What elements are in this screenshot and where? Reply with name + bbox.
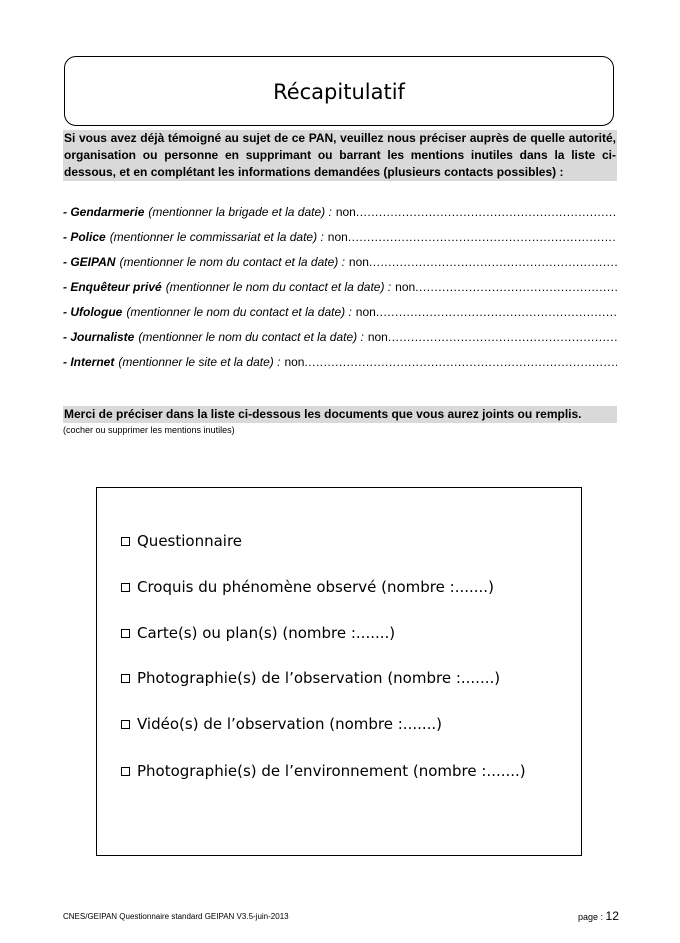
contact-name: - Internet bbox=[63, 355, 115, 369]
footer-document-reference: CNES/GEIPAN Questionnaire standard GEIPAN V3.5-juin-2013 bbox=[63, 912, 289, 921]
contact-list bbox=[63, 205, 617, 380]
checkbox-icon[interactable] bbox=[121, 583, 130, 592]
document-item-photo-environnement[interactable] bbox=[121, 762, 526, 780]
fill-dots bbox=[304, 355, 617, 369]
document-item-video[interactable] bbox=[121, 715, 442, 733]
document-item-carte[interactable] bbox=[121, 624, 395, 642]
documents-instructions: (cocher ou supprimer les mentions inutiles) bbox=[63, 425, 235, 435]
contact-value[interactable]: non bbox=[367, 330, 388, 344]
document-item-questionnaire[interactable] bbox=[121, 532, 242, 550]
contact-item-ufologue bbox=[63, 305, 617, 330]
intro-paragraph: Si vous avez déjà témoigné au sujet de ce PAN, veuillez nous préciser auprès de quelle autorité, organisation ou personne en supprimant ou barrant les mentions inutiles dans la liste ci-dessous, et en complétant les informations demandées (plusieurs contacts possibles) : bbox=[64, 131, 616, 179]
page-number-footer bbox=[578, 909, 619, 923]
contact-instructions: (mentionner la brigade et la date) : bbox=[148, 205, 332, 219]
documents-box bbox=[96, 487, 582, 856]
fill-dots bbox=[356, 205, 617, 219]
checkbox-icon[interactable] bbox=[121, 674, 130, 683]
fill-dots bbox=[388, 330, 617, 344]
contact-item-gendarmerie bbox=[63, 205, 617, 230]
fill-dots bbox=[376, 305, 617, 319]
contact-instructions: (mentionner le nom du contact et la date) : bbox=[138, 330, 364, 344]
contact-name: - Police bbox=[63, 230, 106, 244]
contact-name: - Enquêteur privé bbox=[63, 280, 162, 294]
contact-name: - GEIPAN bbox=[63, 255, 116, 269]
contact-instructions: (mentionner le nom du contact et la date) : bbox=[119, 255, 345, 269]
contact-value[interactable]: non bbox=[348, 255, 369, 269]
contact-item-geipan bbox=[63, 255, 617, 280]
contact-instructions: (mentionner le nom du contact et la date) : bbox=[126, 305, 352, 319]
document-label: Questionnaire bbox=[137, 532, 243, 550]
contact-value[interactable]: non bbox=[327, 230, 348, 244]
contact-item-journaliste bbox=[63, 330, 617, 355]
contact-value[interactable]: non bbox=[284, 355, 305, 369]
checkbox-icon[interactable] bbox=[121, 720, 130, 729]
fill-dots bbox=[415, 280, 617, 294]
contact-instructions: (mentionner le commissariat et la date) : bbox=[109, 230, 324, 244]
document-label: Photographie(s) de l’environnement (nombre :.......) bbox=[137, 762, 526, 780]
document-label: Croquis du phénomène observé (nombre :.......) bbox=[137, 578, 494, 596]
page-title: Récapitulatif bbox=[273, 80, 405, 104]
page-label: page : bbox=[578, 912, 604, 922]
fill-dots bbox=[369, 255, 617, 269]
contact-instructions: (mentionner le site et la date) : bbox=[118, 355, 281, 369]
documents-heading: Merci de préciser dans la liste ci-dessous les documents que vous aurez joints ou remplis. bbox=[63, 406, 617, 423]
contact-value[interactable]: non bbox=[335, 205, 356, 219]
document-label: Vidéo(s) de l’observation (nombre :.......) bbox=[137, 715, 443, 733]
contact-item-enqueteur-prive bbox=[63, 280, 617, 305]
fill-dots bbox=[348, 230, 617, 244]
checkbox-icon[interactable] bbox=[121, 767, 130, 776]
checkbox-icon[interactable] bbox=[121, 629, 130, 638]
contact-value[interactable]: non bbox=[395, 280, 416, 294]
contact-instructions: (mentionner le nom du contact et la date) : bbox=[165, 280, 392, 294]
document-item-croquis[interactable] bbox=[121, 578, 494, 596]
document-item-photo-observation[interactable] bbox=[121, 669, 500, 687]
contact-item-police bbox=[63, 230, 617, 255]
document-label: Photographie(s) de l’observation (nombre :.......) bbox=[137, 669, 501, 687]
contact-item-internet bbox=[63, 355, 617, 380]
contact-name: - Journaliste bbox=[63, 330, 135, 344]
title-box bbox=[64, 56, 614, 126]
contact-name: - Gendarmerie bbox=[63, 205, 145, 219]
page-number: 12 bbox=[605, 909, 619, 923]
checkbox-icon[interactable] bbox=[121, 537, 130, 546]
contact-name: - Ufologue bbox=[63, 305, 123, 319]
document-label: Carte(s) ou plan(s) (nombre :.......) bbox=[137, 624, 396, 642]
contact-value[interactable]: non bbox=[355, 305, 376, 319]
